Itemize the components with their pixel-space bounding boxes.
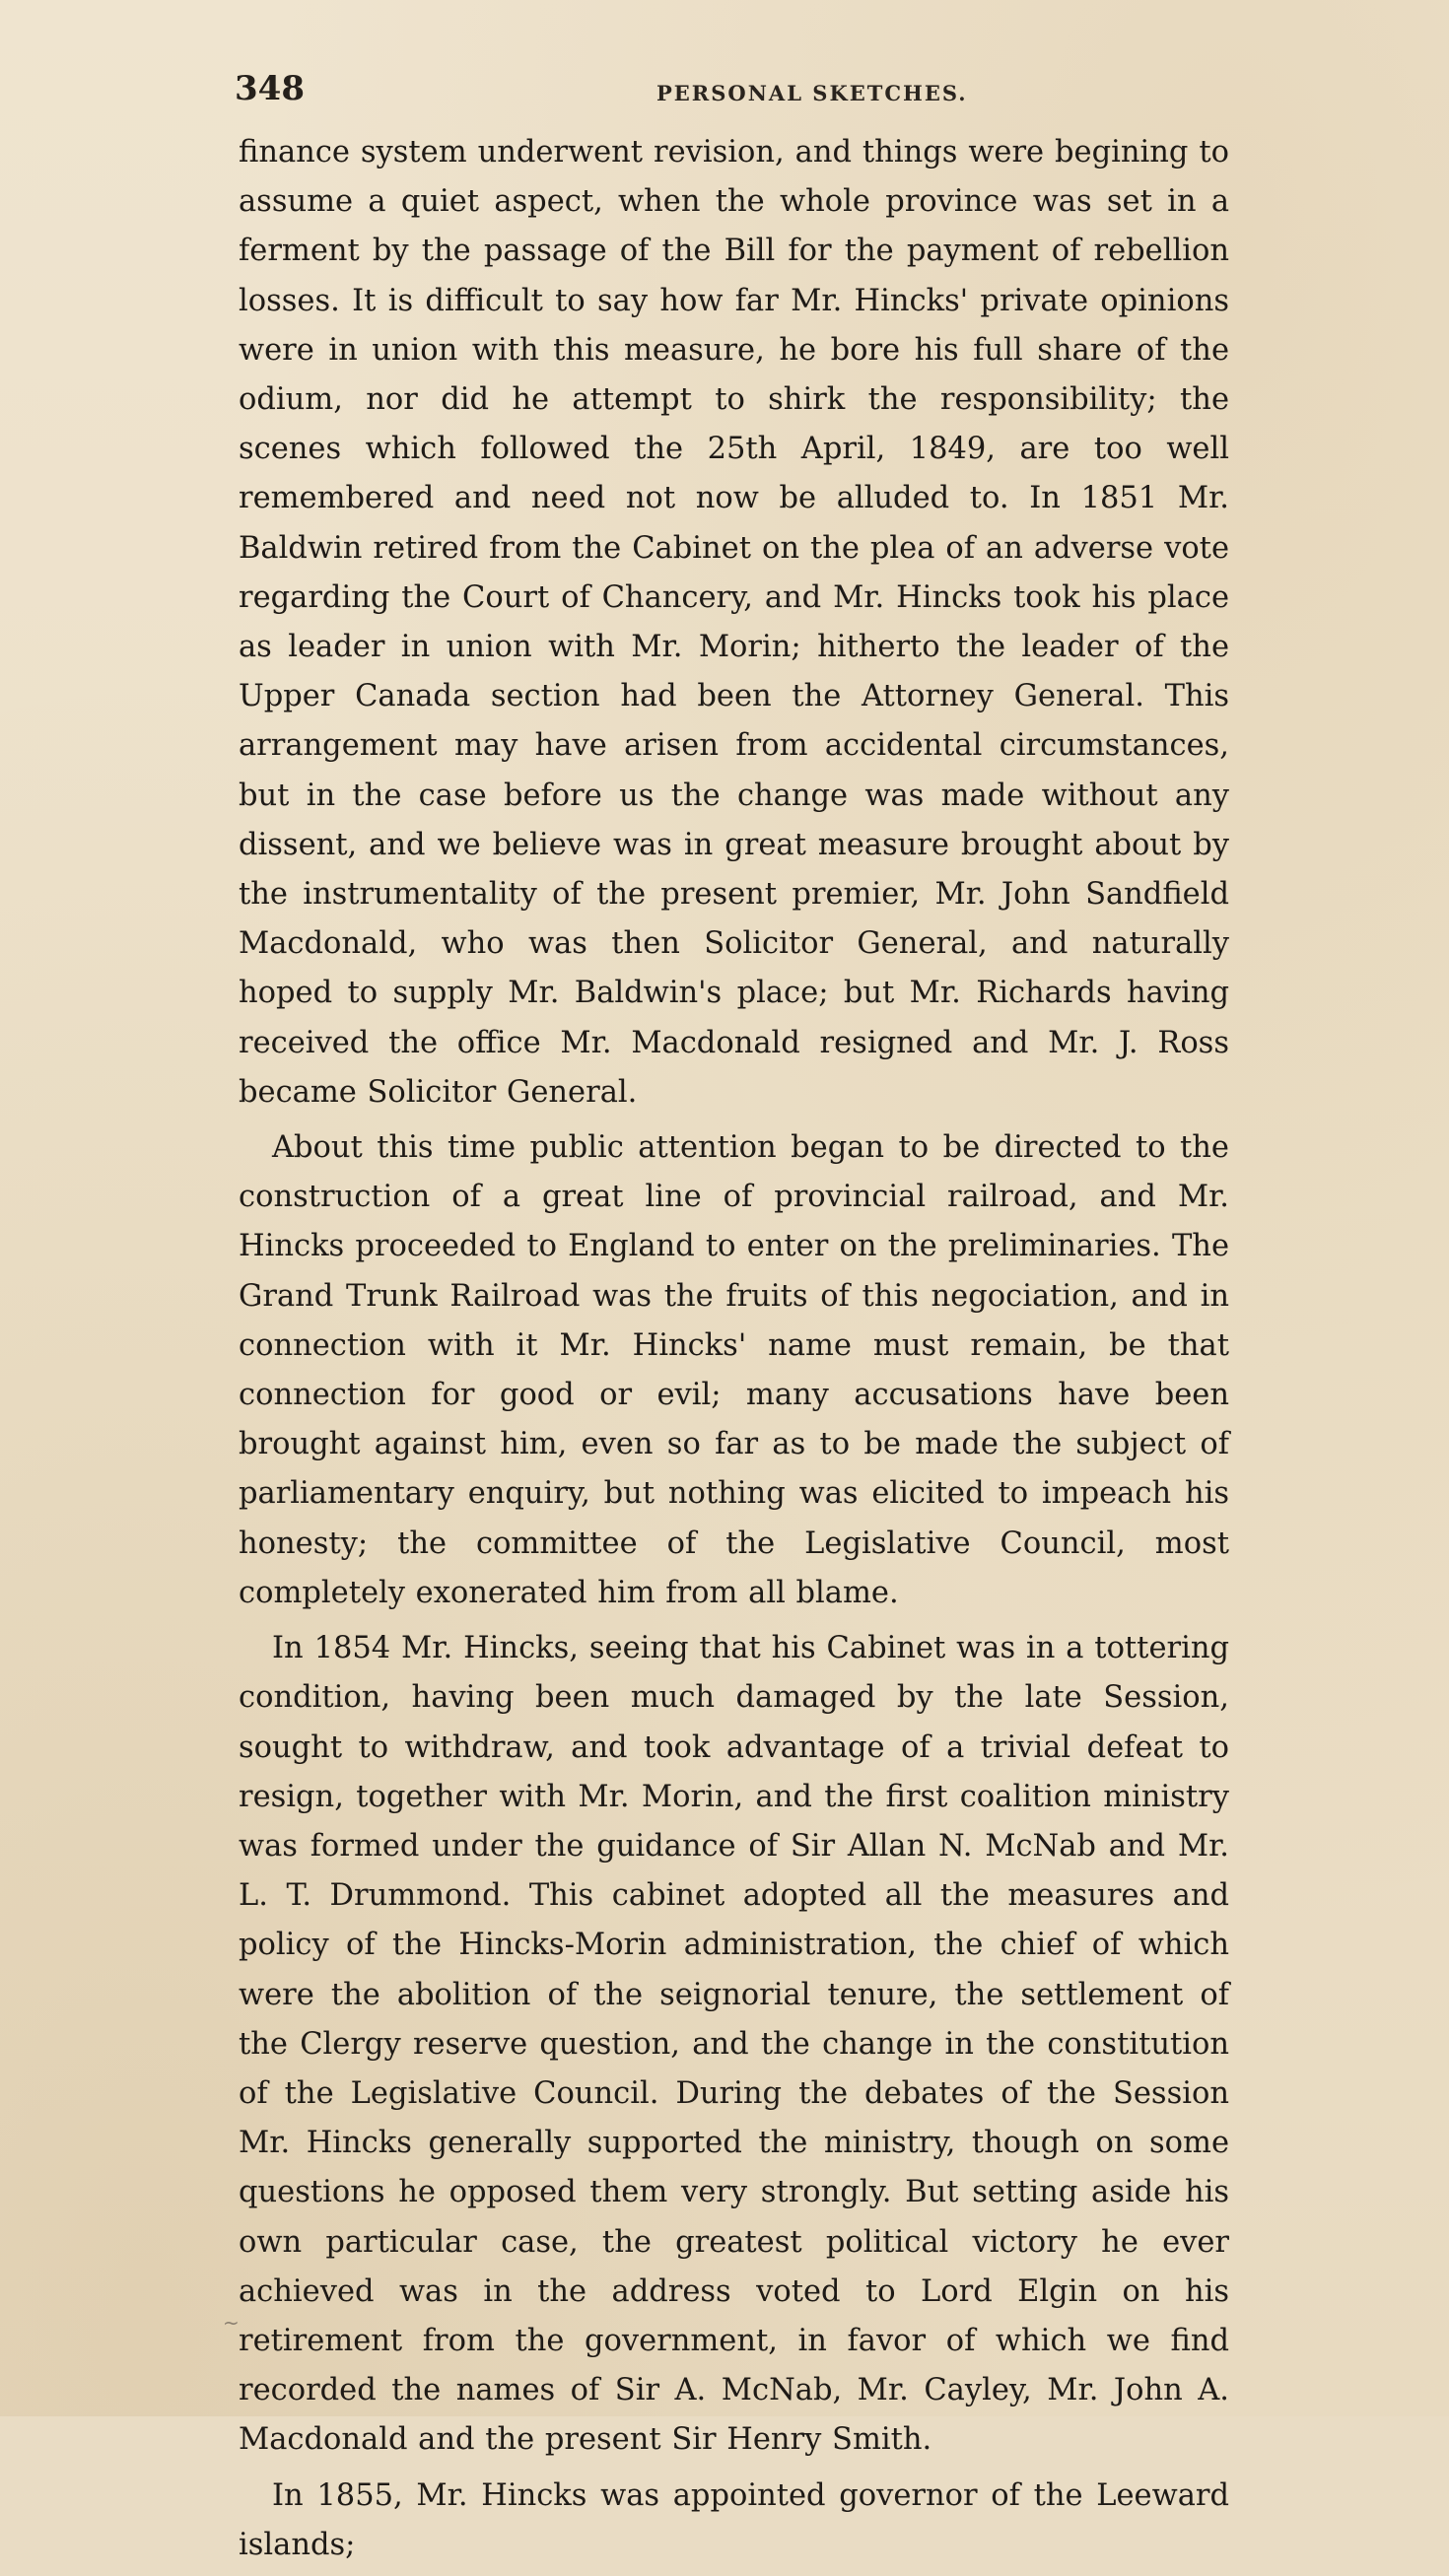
page-header — [235, 59, 1220, 118]
page-number: 348 — [235, 69, 305, 108]
running-head: PERSONAL SKETCHES. — [656, 81, 968, 105]
ink-smudge: ~ — [223, 2311, 240, 2335]
body-text — [239, 128, 1229, 2576]
paragraph-1: finance system underwent revision, and things were begining to assume a quiet aspect, when the whole province was set in a ferment by the passage of the Bill for the payment of rebellion losses. It is difficult to say how far Mr. Hincks' private opinions were in union with this measure, he bore his full share of the odium, nor did he attempt to shirk the responsibility; the scenes which followed the 25th April, 1849, are too well remembered and need not now be alluded to. In 1851 Mr. Baldwin retired from the Cabinet on the plea of an adverse vote regarding the Court of Chancery, and Mr. Hincks took his place as leader in union with Mr. Morin; hitherto the leader of the Upper Canada section had been the Attorney General. This arrangement may have arisen from accidental circumstances, but in the case before us the change was made without any dissent, and we believe was in great measure brought about by the instrumentality of the present premier, Mr. John Sandfield Macdonald, who was then Solicitor General, and naturally hoped to supply Mr. Baldwin's place; but Mr. Richards having received the office Mr. Macdonald resigned and Mr. J. Ross became Solicitor General. — [239, 135, 1229, 1110]
paragraph-4: In 1855, Mr. Hincks was appointed governor of the Leeward islands; — [239, 2477, 1229, 2562]
paragraph-3: In 1854 Mr. Hincks, seeing that his Cabinet was in a tottering condition, having been much damaged by the late Session, sought to withdraw, and took advantage of a trivial defeat to resign, together with Mr. Morin, and the first coalition ministry was formed under the guidance of Sir Allan N. McNab and Mr. L. T. Drummond. This cabinet adopted all the measures and policy of the Hincks-Morin administration, the chief of which were the abolition of the seignorial tenure, the settlement of the Clergy reserve question, and the change in the constitution of the Legislative Council. During the debates of the Session Mr. Hincks generally supported the ministry, though on some questions he opposed them very strongly. But setting aside his own particular case, the greatest political victory he ever achieved was in the address voted to Lord Elgin on his retirement from the government, in favor of which we find recorded the names of Sir A. McNab, Mr. Cayley, Mr. John A. Macdonald and the present Sir Henry Smith. — [239, 1631, 1229, 2458]
paragraph-2: About this time public attention began to be directed to the construction of a great line of provincial railroad, and Mr. Hincks proceeded to England to enter on the preliminaries. The Grand Trunk Railroad was the fruits of this negociation, and in connection with it Mr. Hincks' name must remain, be that connection for good or evil; many accusations have been brought against him, even so far as to be made the subject of parliamentary enquiry, but nothing was elicited to impeach his honesty; the committee of the Legislative Council, most completely exonerated him from all blame. — [239, 1130, 1229, 1610]
